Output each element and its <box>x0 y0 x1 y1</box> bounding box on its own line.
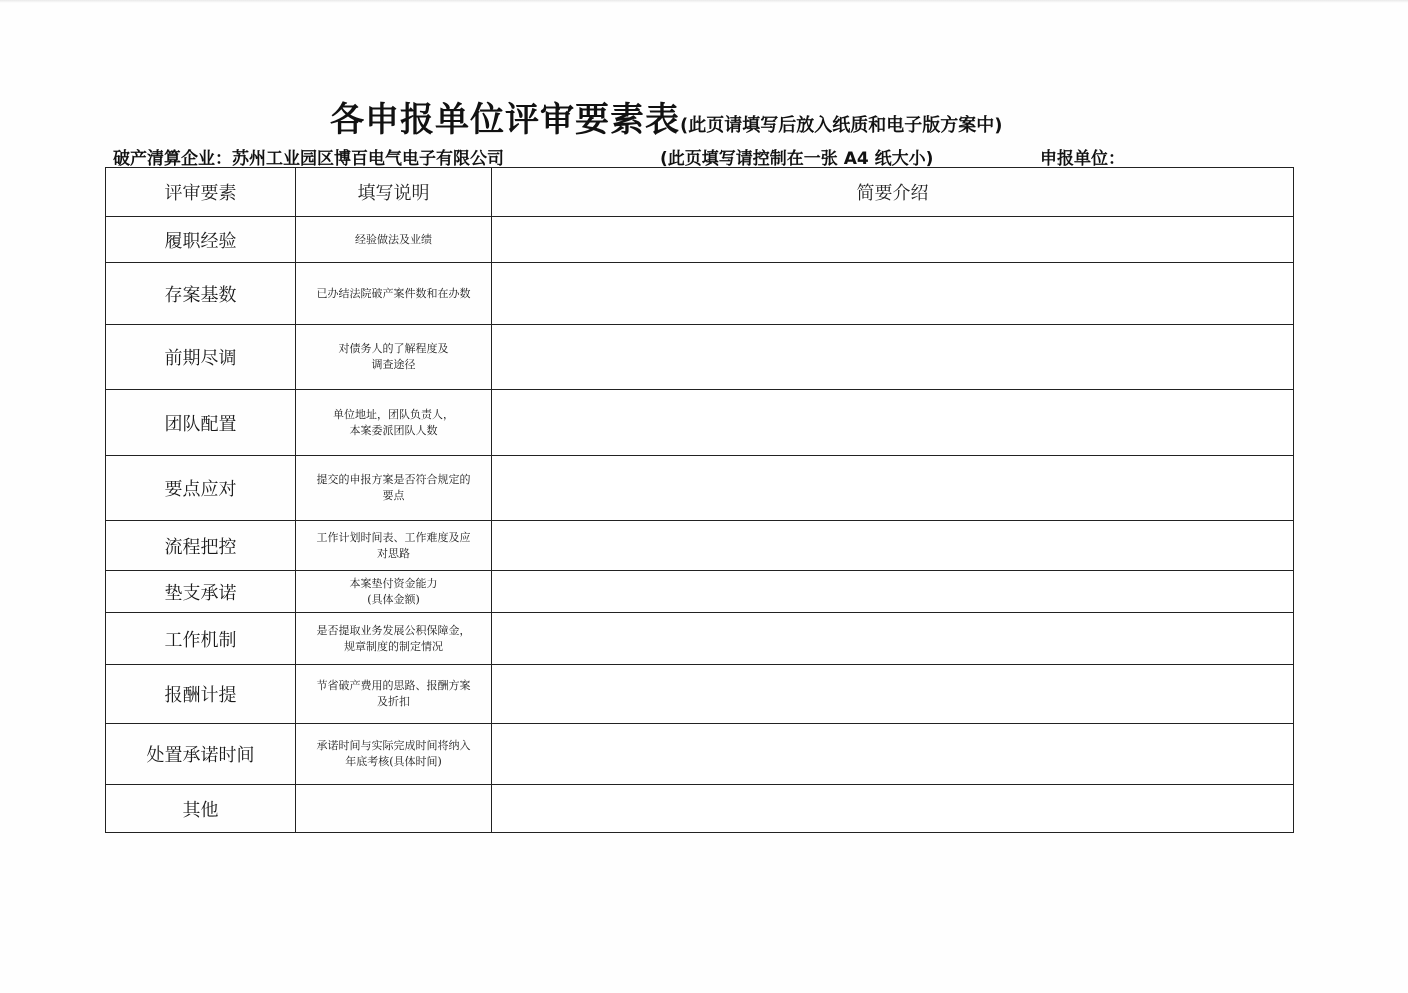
description-cell <box>296 456 492 521</box>
table-row <box>106 390 1294 456</box>
factor-cell: 处置承诺时间 <box>106 724 296 785</box>
description-cell <box>296 785 492 833</box>
introduction-cell[interactable] <box>492 724 1294 785</box>
review-factors-table <box>105 167 1294 833</box>
description-line: 调查途径 <box>371 358 416 371</box>
description-cell <box>296 521 492 571</box>
table-row <box>106 456 1294 521</box>
description-line: 对思路 <box>377 546 410 560</box>
description-line: 本案委派团队人数 <box>349 423 438 437</box>
description-cell <box>296 571 492 613</box>
introduction-cell[interactable] <box>492 665 1294 724</box>
factor-cell: 履职经验 <box>106 217 296 263</box>
factor-cell: 要点应对 <box>106 456 296 521</box>
description-line: 提交的申报方案是否符合规定的 <box>316 473 471 486</box>
description-cell <box>296 263 492 325</box>
description-cell <box>296 613 492 665</box>
scan-edge <box>0 0 1408 3</box>
description-cell <box>296 217 492 263</box>
introduction-cell[interactable] <box>492 571 1294 613</box>
factor-cell: 流程把控 <box>106 521 296 571</box>
description-line: 年底考核(具体时间) <box>345 755 442 768</box>
introduction-cell[interactable] <box>492 263 1294 325</box>
table-row <box>106 263 1294 325</box>
description-line: (具体金额) <box>367 592 420 606</box>
description-line: 已办结法院破产案件数和在办数 <box>316 286 471 300</box>
factor-cell: 存案基数 <box>106 263 296 325</box>
description-line: 本案垫付资金能力 <box>349 576 438 590</box>
column-header-factor: 评审要素 <box>106 168 296 217</box>
title-main: 各申报单位评审要素表 <box>330 100 680 140</box>
description-cell <box>296 724 492 785</box>
description-line: 工作计划时间表、工作难度及应 <box>316 530 471 544</box>
table-header-row <box>106 168 1294 217</box>
description-line: 及折扣 <box>377 695 410 708</box>
table-body <box>106 217 1294 833</box>
introduction-cell[interactable] <box>492 325 1294 390</box>
table-row <box>106 785 1294 833</box>
company-name: 苏州工业园区博百电气电子有限公司 <box>232 149 504 169</box>
introduction-cell[interactable] <box>492 521 1294 571</box>
company-info <box>113 144 504 169</box>
description-line: 对债务人的了解程度及 <box>338 342 449 355</box>
description-line: 要点 <box>382 489 405 502</box>
description-line: 是否提取业务发展公积保障金， <box>316 623 471 637</box>
description-line: 规章制度的制定情况 <box>344 639 443 653</box>
column-header-description: 填写说明 <box>296 168 492 217</box>
table-row <box>106 521 1294 571</box>
factor-cell: 报酬计提 <box>106 665 296 724</box>
introduction-cell[interactable] <box>492 785 1294 833</box>
applicant-label: 申报单位： <box>1040 149 1125 169</box>
introduction-cell[interactable] <box>492 217 1294 263</box>
description-line: 经验做法及业绩 <box>355 232 432 246</box>
description-line: 承诺时间与实际完成时间将纳入 <box>316 739 471 752</box>
factor-cell: 团队配置 <box>106 390 296 456</box>
size-note: (此页填写请控制在一张 A4 纸大小) <box>660 149 934 169</box>
introduction-cell[interactable] <box>492 613 1294 665</box>
column-header-introduction: 简要介绍 <box>492 168 1294 217</box>
table-row <box>106 724 1294 785</box>
title-note: (此页请填写后放入纸质和电子版方案中) <box>680 115 1003 136</box>
table-row <box>106 613 1294 665</box>
factor-cell: 工作机制 <box>106 613 296 665</box>
introduction-cell[interactable] <box>492 456 1294 521</box>
table-row <box>106 665 1294 724</box>
introduction-cell[interactable] <box>492 390 1294 456</box>
table-row <box>106 325 1294 390</box>
factor-cell: 前期尽调 <box>106 325 296 390</box>
description-line: 节省破产费用的思路、报酬方案 <box>316 679 471 692</box>
description-line: 单位地址，团队负责人， <box>333 407 454 421</box>
table-row <box>106 571 1294 613</box>
company-label: 破产清算企业： <box>113 149 232 169</box>
form-title <box>330 92 1002 141</box>
description-cell <box>296 325 492 390</box>
factor-cell: 垫支承诺 <box>106 571 296 613</box>
description-cell <box>296 665 492 724</box>
factor-cell: 其他 <box>106 785 296 833</box>
table-row <box>106 217 1294 263</box>
description-cell <box>296 390 492 456</box>
